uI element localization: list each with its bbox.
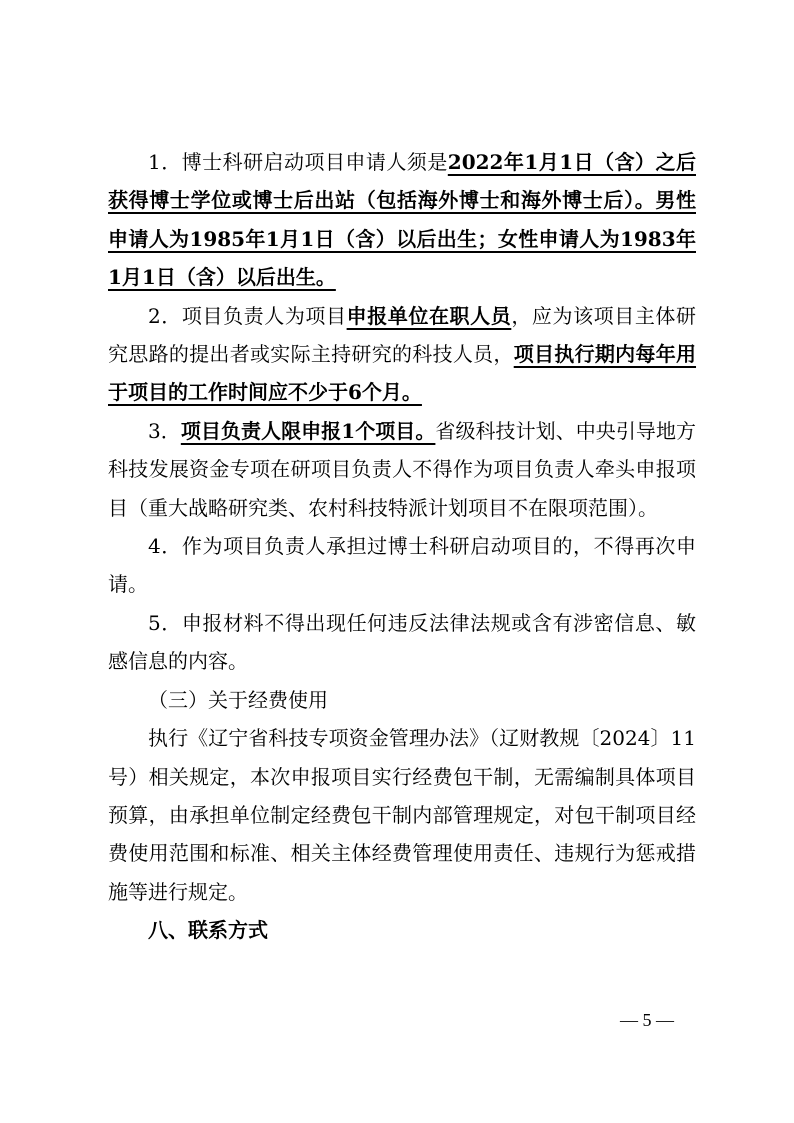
requirement-2-emphasis-2: 项目执行期内每年用于项目的工作时间应不少于6个月。	[108, 342, 697, 405]
requirement-3-emphasis: 项目负责人限申报1个项目。	[180, 418, 436, 443]
funding-paragraph: 执行《辽宁省科技专项资金管理办法》（辽财教规〔2024〕11号）相关规定，本次申报项目实行经费包干制，无需编制具体项目预算，由承担单位制定经费包干制内部管理规定，对包干制项目经费使用范围和标准、相关主体经费管理使用责任、违规行为惩戒措施等进行规定。	[108, 726, 696, 904]
page-number: — 5 —	[620, 1010, 674, 1030]
requirement-2-text-mid: ，应为该项目主体研究思路的提出者或实际主持研究的科技人员，	[108, 303, 697, 367]
requirement-3-text: 省级科技计划、中央引导地方科技发展资金专项在研项目负责人不得作为项目负责人牵头申报项目（重大战略研究类、农村科技特派计划项目不在限项范围）。	[108, 418, 697, 520]
document-body	[108, 143, 696, 950]
requirement-3	[108, 412, 696, 527]
requirement-5: 5．申报材料不得出现任何违反法律法规或含有涉密信息、敏感信息的内容。	[108, 610, 696, 674]
requirement-1	[108, 143, 696, 297]
requirement-2-emphasis-1: 申报单位在职人员	[346, 303, 512, 328]
section-3-heading: （三）关于经费使用	[148, 687, 328, 712]
requirement-1-emphasis: 2022年1月1日（含）之后获得博士学位或博士后出站（包括海外博士和海外博士后）。男性申请人为1985年1月1日（含）以后出生；女性申请人为1983年1月1日（含）以后出生。	[108, 150, 696, 290]
requirement-2	[108, 297, 696, 412]
requirement-2-text: 2．项目负责人为项目	[148, 303, 347, 328]
section-8-heading: 八、联系方式	[148, 918, 268, 943]
requirement-3-number: 3．	[148, 418, 181, 443]
requirement-4: 4．作为项目负责人承担过博士科研启动项目的，不得再次申请。	[108, 534, 696, 597]
requirement-1-text: 1．博士科研启动项目申请人须是	[148, 150, 448, 174]
